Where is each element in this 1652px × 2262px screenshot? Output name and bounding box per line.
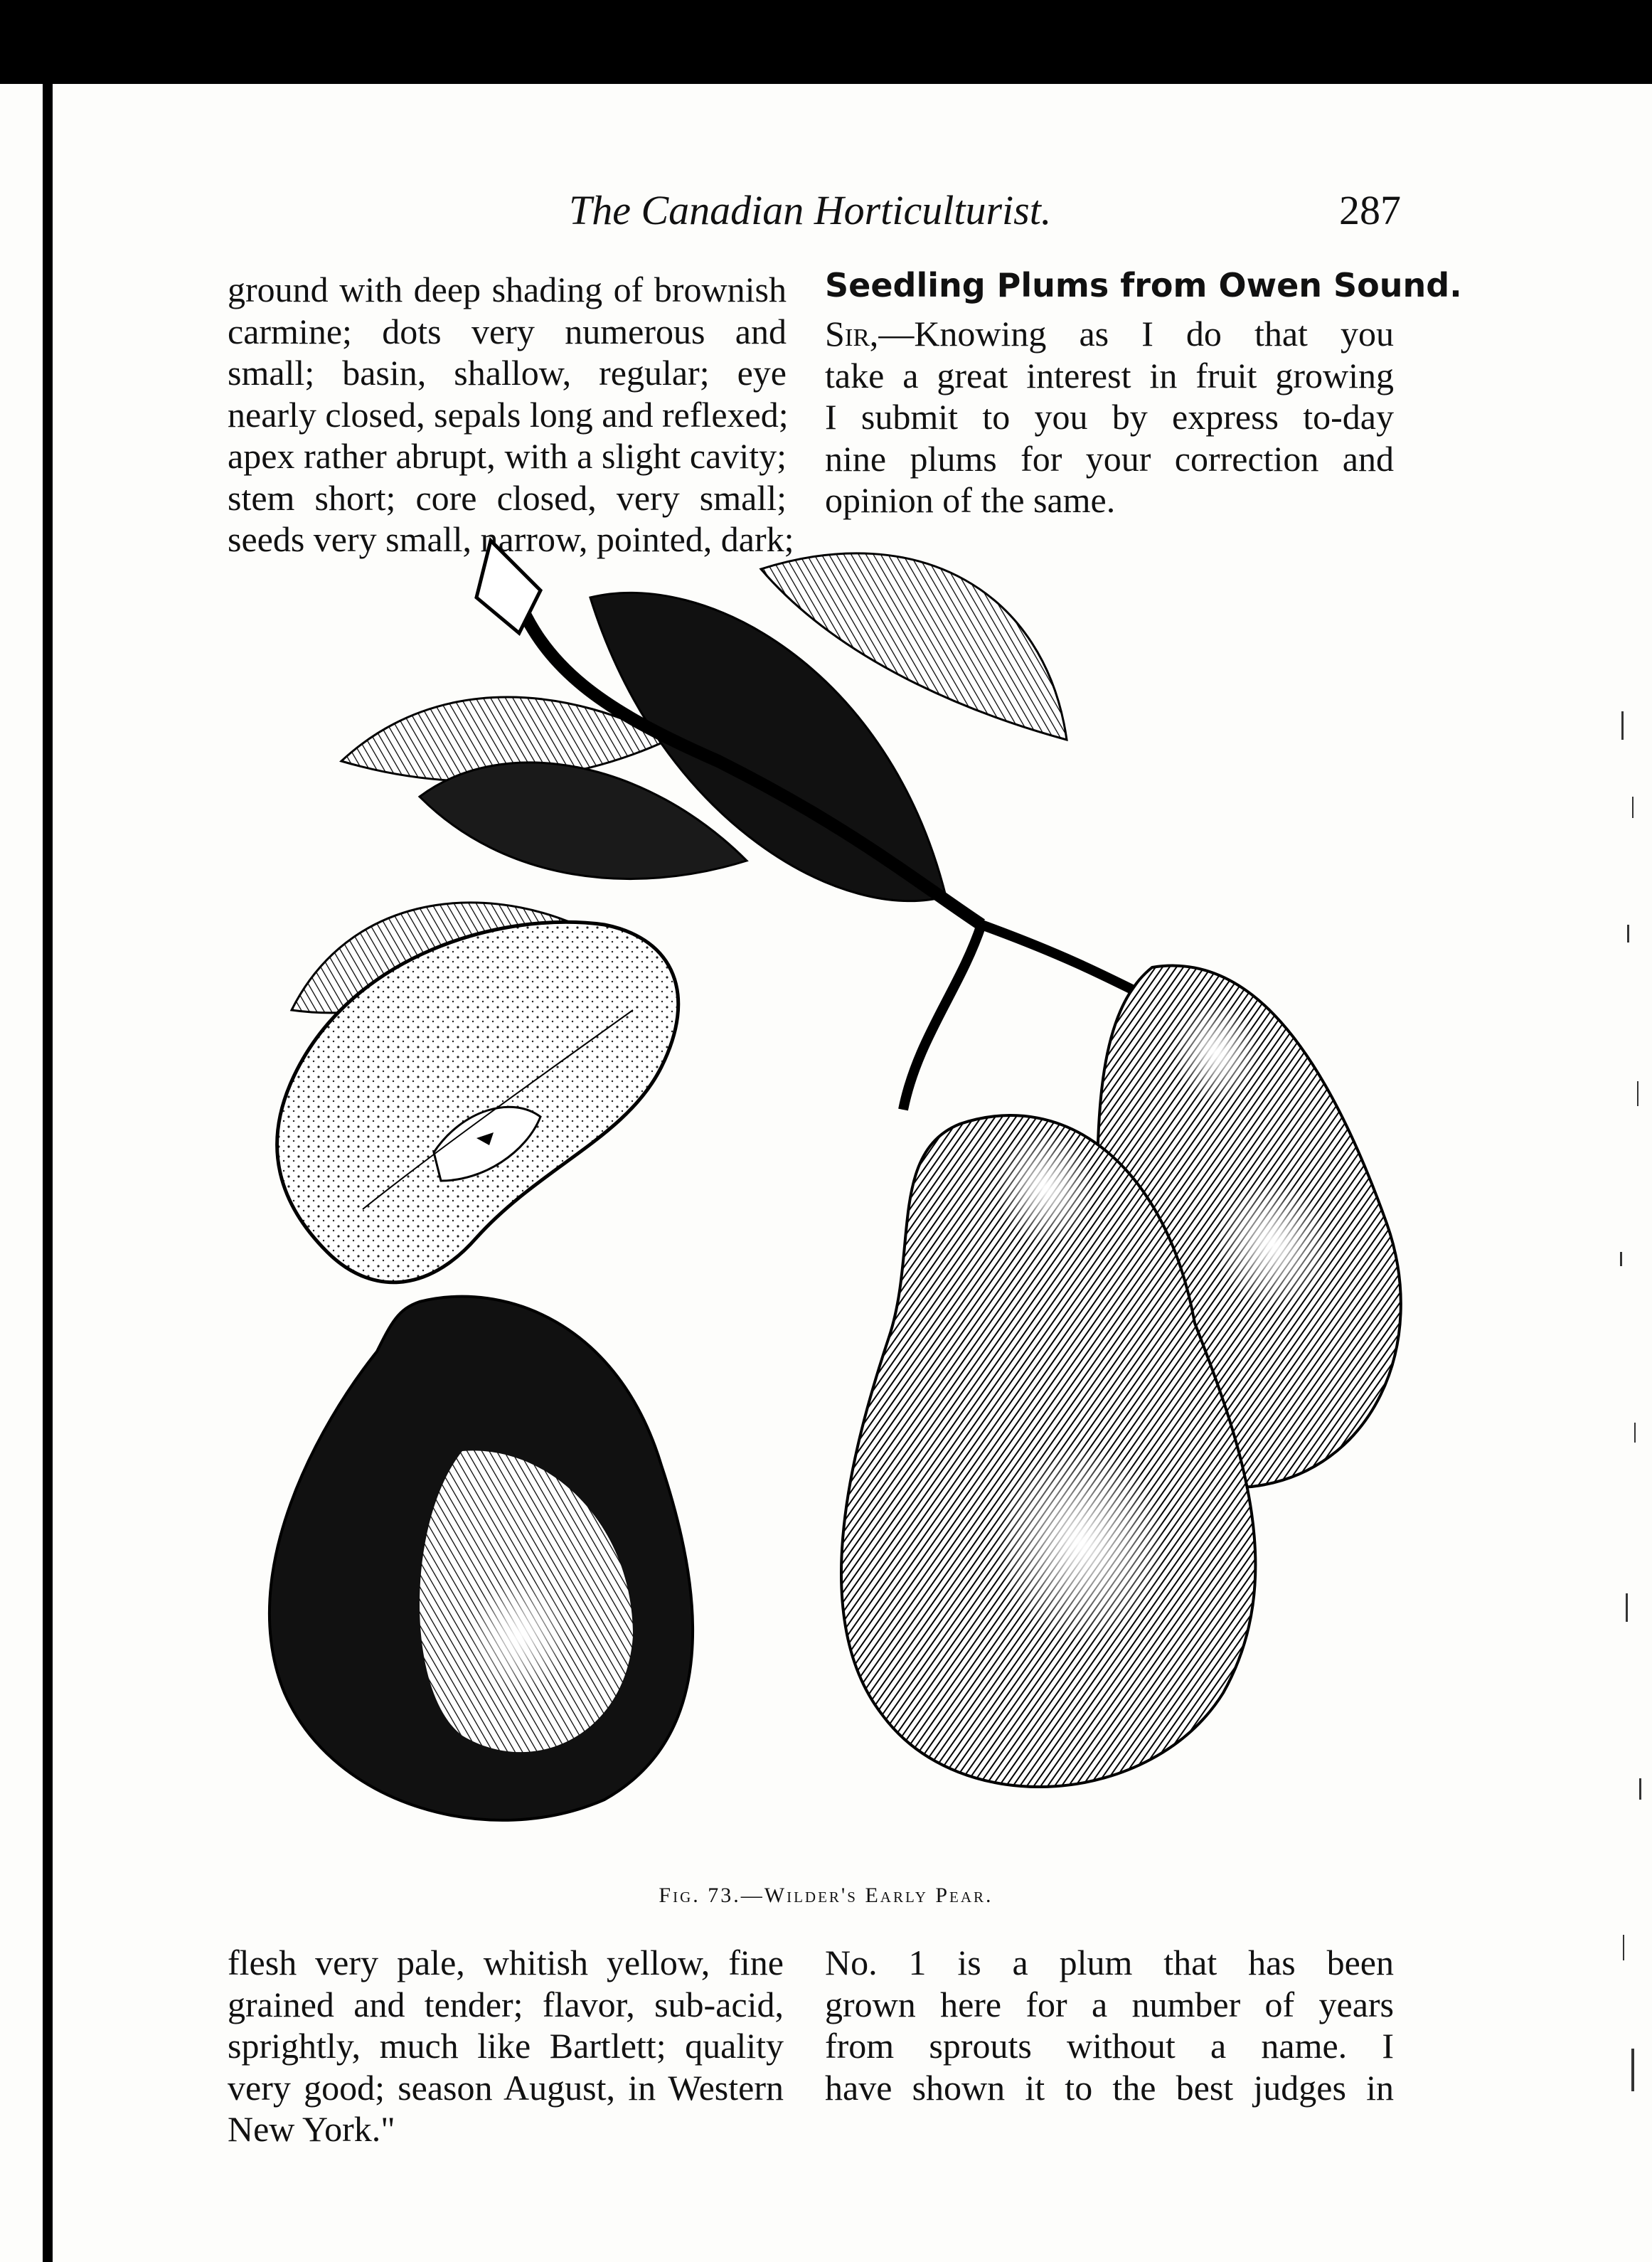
text-line: nearly closed, sepals long and reflexed; (228, 394, 789, 435)
text-line: apex rather abrupt, with a slight cavity; (228, 436, 787, 476)
text-line: from sprouts without a name. I (825, 2026, 1394, 2066)
text-line: nine plums for your correction and (825, 438, 1394, 479)
first-line-rest: —Knowing as I do that you (878, 314, 1394, 354)
left-column-top-text (228, 269, 794, 561)
text-line: ground with deep shading of brownish (228, 270, 787, 309)
right-column-bottom-text (825, 1942, 1394, 2108)
salutation: Sir, (825, 314, 879, 354)
text-line: small; basin, shallow, regular; eye (228, 353, 787, 393)
text-line: I submit to you by express to-day (825, 397, 1394, 437)
text-line: carmine; dots very numerous and (228, 311, 787, 351)
article-heading: Seedling Plums from Owen Sound. (825, 266, 1462, 304)
left-border-rule (43, 84, 53, 2262)
stem (981, 925, 1145, 996)
text-line: flesh very pale, whitish yellow, fine (228, 1943, 784, 1982)
page-number: 287 (1339, 187, 1401, 233)
text-line: very good; season August, in Western (228, 2067, 784, 2108)
margin-specks (1600, 711, 1650, 2120)
text-line: seeds very small, narrow, pointed, dark; (228, 519, 794, 559)
text-line: take a great interest in fruit growing (825, 355, 1394, 395)
stem (903, 925, 981, 1110)
text-line: New York." (228, 2109, 395, 2149)
text-line: grown here for a number of years (825, 1984, 1394, 2024)
top-black-bar (0, 0, 1652, 84)
text-line-first (825, 313, 1394, 355)
left-column-bottom-text (228, 1942, 784, 2150)
page-header (228, 186, 1401, 250)
figure-caption: Fig. 73.—Wilder's Early Pear. (659, 1884, 993, 1907)
running-title: The Canadian Horticulturist. (569, 187, 1052, 233)
text-line: have shown it to the best judges in (825, 2067, 1394, 2108)
right-column-top-text (825, 313, 1394, 521)
text-line: grained and tender; flavor, sub-acid, (228, 1984, 784, 2024)
pear-illustration (206, 526, 1415, 1842)
text-line: opinion of the same. (825, 480, 1116, 520)
text-line: stem short; core closed, very small; (228, 477, 787, 518)
text-line: No. 1 is a plum that has been (825, 1943, 1394, 1982)
text-line: sprightly, much like Bartlett; quality (228, 2026, 784, 2066)
